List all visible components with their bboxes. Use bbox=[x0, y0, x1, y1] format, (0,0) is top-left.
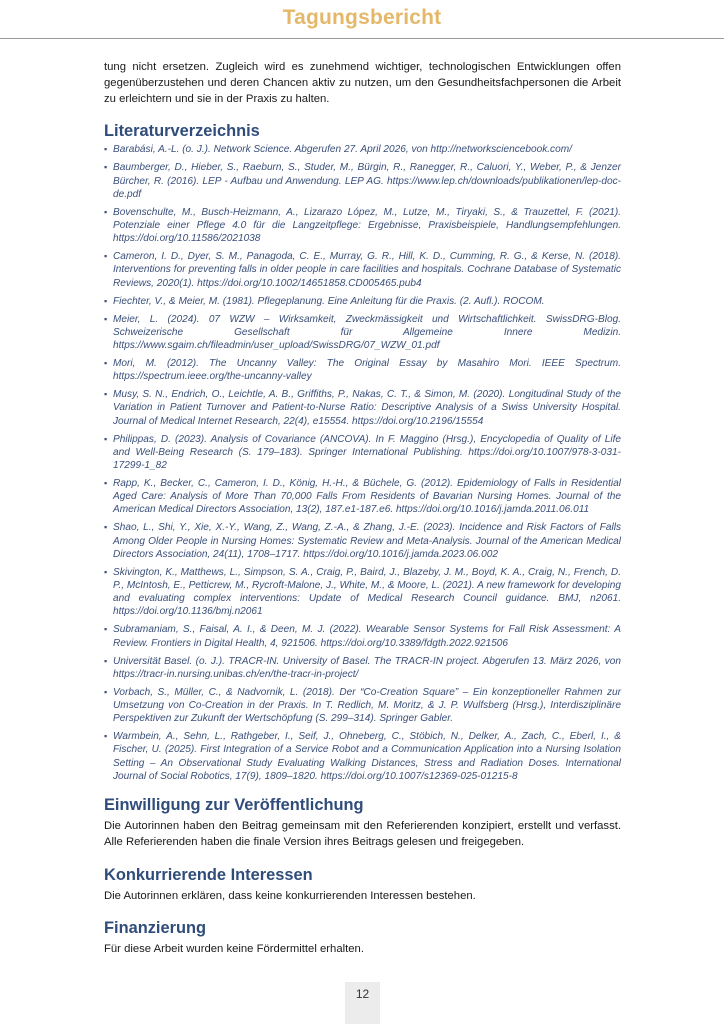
reference-text: Fiechter, V., & Meier, M. (1981). Pflegeplanung. Eine Anleitung für die Praxis. (2. Aufl.). ROCOM. bbox=[113, 295, 545, 307]
reference-item bbox=[104, 357, 621, 383]
reference-text: Subramaniam, S., Faisal, A. I., & Deen, M. J. (2022). Wearable Sensor Systems for Fall Risk Assessment: A Review. Frontiers in Digital Health, 4, 921506. https://doi.org/10.3389/fdgth.2022.921506 bbox=[113, 624, 621, 649]
page-content bbox=[104, 60, 621, 958]
competing-interests-text: Die Autorinnen erklären, dass keine konkurrierenden Interessen bestehen. bbox=[104, 889, 476, 902]
reference-text: Shao, L., Shi, Y., Xie, X.-Y., Wang, Z., Wang, Z.-A., & Zhang, J.-E. (2023). Incidence and Risk Factors of Falls Among Older People in Nursing Homes: Systematic Review and Meta-Analysis. Journal of the American Medical Directors Association, 24(11), 1708–1717. https://doi.org/10.1016/j.jamda.2023.06.002 bbox=[113, 522, 621, 560]
reference-text: Meier, L. (2024). 07 WZW – Wirksamkeit, Zweckmässigkeit und Wirtschaftlichkeit. SwissDRG-Blog. Schweizerische Gesellschaft für Allgemeine Innere Medizin. https://www.sgaim.ch/fileadmin/user_upload/SwissDRG/07_WZW_01.pdf bbox=[113, 313, 621, 352]
bullet-icon: ▪ bbox=[104, 522, 108, 533]
reference-text: Baumberger, D., Hieber, S., Raeburn, S., Studer, M., Bürgin, R., Ranegger, R., Caluori, Y., Weber, P., & Jenzer Bürcher, R. (2016). LEP - Aufbau und Anwendung. LEP AG. https://www.lep.ch/downloads/publikationen/lep-doc-de.pdf bbox=[113, 162, 621, 200]
reference-item bbox=[104, 313, 621, 353]
references-heading: Literaturverzeichnis bbox=[104, 122, 260, 141]
reference-text: Cameron, I. D., Dyer, S. M., Panagoda, C. E., Murray, G. R., Hill, K. D., Cumming, R. G., & Kerse, N. (2018). Interventions for preventing falls in older people in care facilities and hospitals. Cochrane Database of Systematic Reviews, 2020(1). https://doi.org/10.1002/14651858.CD005465.pub4 bbox=[113, 251, 621, 289]
consent-heading: Einwilligung zur Veröffentlichung bbox=[104, 796, 364, 815]
bullet-icon: ▪ bbox=[104, 389, 108, 400]
reference-text: Bovenschulte, M., Busch-Heizmann, A., Lizarazo López, M., Lutze, M., Tiryaki, S., & Trauzettel, F. (2021). Potenziale einer Pflege 4.0 für die Langzeitpflege: Ergebnisse, Praxisbeispiele, Handlungsempfehlungen. https://doi.org/10.11586/2021038 bbox=[113, 206, 621, 245]
bullet-icon: ▪ bbox=[104, 731, 108, 742]
reference-text: Barabási, A.-L. (o. J.). Network Science. Abgerufen 27. April 2026, von http://networksciencebook.com/ bbox=[113, 144, 572, 156]
bullet-icon: ▪ bbox=[104, 162, 108, 173]
reference-item bbox=[104, 566, 621, 619]
bullet-icon: ▪ bbox=[104, 566, 108, 577]
intro-paragraph: tung nicht ersetzen. Zugleich wird es zunehmend wichtiger, technologischen Entwicklungen offen gegenüberzustehen und deren Chancen aktiv zu nutzen, um den Gesundheitsfachpersonen die Arbeit zu erleichtern und sie in der Praxis zu halten. bbox=[104, 61, 621, 105]
page-number: 12 bbox=[355, 987, 370, 1001]
bullet-icon: ▪ bbox=[104, 655, 108, 666]
reference-item bbox=[104, 686, 621, 726]
reference-item bbox=[104, 623, 621, 649]
reference-item bbox=[104, 206, 621, 246]
funding-text: Für diese Arbeit wurden keine Fördermittel erhalten. bbox=[104, 943, 364, 956]
reference-item bbox=[104, 730, 621, 783]
page-number-box bbox=[345, 982, 380, 1024]
bullet-icon: ▪ bbox=[104, 144, 108, 155]
competing-interests-heading: Konkurrierende Interessen bbox=[104, 865, 313, 884]
reference-item bbox=[104, 521, 621, 561]
reference-text: Rapp, K., Becker, C., Cameron, I. D., König, H.-H., & Büchele, G. (2012). Epidemiology of Falls in Residential Aged Care: Analysis of More Than 70,000 Falls From Residents of Bavarian Nursing Homes. Journal of the American Medical Directors Association, 13(2), 187.e1-187.e6. https://doi.org/10.1016/j.jamda.2011.06.011 bbox=[113, 478, 621, 516]
reference-item bbox=[104, 161, 621, 201]
reference-item bbox=[104, 250, 621, 290]
bullet-icon: ▪ bbox=[104, 251, 108, 262]
reference-text: Skivington, K., Matthews, L., Simpson, S. A., Craig, P., Baird, J., Blazeby, J. M., Boyd, K. A., Craig, N., French, D. P., McIntosh, E., Petticrew, M., Rycroft-Malone, J., White, M., & Moore, L. (2021). A new framework for developing and evaluating complex interventions: Update of Medical Research Council guidance. BMJ, n2061. https://doi.org/10.1136/bmj.n2061 bbox=[113, 566, 621, 618]
consent-text: Die Autorinnen haben den Beitrag gemeinsam mit den Referierenden konzipiert, erstellt und verfasst. Alle Referierenden haben die finale Version ihres Beitrags gelesen und freigegeben. bbox=[104, 820, 621, 848]
bullet-icon: ▪ bbox=[104, 624, 108, 635]
reference-text: Warmbein, A., Sehn, L., Rathgeber, I., Seif, J., Ohneberg, C., Stöbich, N., Delker, A., Zach, C., Eberl, I., & Fischer, U. (2025). First Integration of a Service Robot and a Communication Application into a Nursing Isolation Setting – An Observational Study Evaluating Walking Distances, Stress and Radiation Doses. International Journal of Social Robotics, 17(9), 1809–1820. https://doi.org/10.1007/s12369-025-01215-8 bbox=[113, 731, 621, 782]
bullet-icon: ▪ bbox=[104, 313, 108, 324]
bullet-icon: ▪ bbox=[104, 478, 108, 489]
reference-item bbox=[104, 143, 621, 156]
bullet-icon: ▪ bbox=[104, 358, 108, 369]
running-head bbox=[0, 0, 724, 39]
reference-text: Vorbach, S., Müller, C., & Nadvornik, L. (2018). Der “Co-Creation Square” – Ein konzeptioneller Rahmen zur Umsetzung von Co-Creation in der Praxis. In T. Redlich, M. Moritz, & J. P. Wulfsberg (Hrsg.), Interdisziplinäre Perspektiven zur Zukunft der Wertschöpfung (S. 299–314). Springer Gabler. bbox=[113, 686, 621, 725]
reference-item bbox=[104, 655, 621, 681]
bullet-icon: ▪ bbox=[104, 433, 108, 444]
reference-item bbox=[104, 477, 621, 517]
reference-item bbox=[104, 295, 621, 308]
bullet-icon: ▪ bbox=[104, 295, 108, 306]
reference-text: Universität Basel. (o. J.). TRACR-IN. University of Basel. The TRACR-IN project. Abgerufen 13. März 2026, von https://tracr-in.nursing.unibas.ch/en/the-tracr-in-project/ bbox=[113, 655, 621, 680]
reference-text: Musy, S. N., Endrich, O., Leichtle, A. B., Griffiths, P., Nakas, C. T., & Simon, M. (2020). Longitudinal Study of the Variation in Patient Turnover and Patient-to-Nurse Ratio: Descriptive Analysis of a Swiss University Hospital. Journal of Medical Internet Research, 22(4), e15554. https://doi.org/10.2196/15554 bbox=[113, 389, 621, 427]
reference-item bbox=[104, 433, 621, 473]
funding-heading: Finanzierung bbox=[104, 919, 206, 938]
reference-text: Mori, M. (2012). The Uncanny Valley: The Original Essay by Masahiro Mori. IEEE Spectrum. https://spectrum.ieee.org/the-uncanny-valley bbox=[113, 358, 621, 383]
bullet-icon: ▪ bbox=[104, 686, 108, 697]
reference-text: Philippas, D. (2023). Analysis of Covariance (ANCOVA). In F. Maggino (Hrsg.), Encyclopedia of Quality of Life and Well-Being Research (S. 179–183). Springer International Publishing. https://doi.org/10.1007/978-3-031-17299-1_82 bbox=[113, 433, 621, 472]
running-head-title: Tagungsbericht bbox=[282, 6, 442, 29]
bullet-icon: ▪ bbox=[104, 206, 108, 217]
references-list bbox=[104, 143, 621, 783]
reference-item bbox=[104, 388, 621, 428]
